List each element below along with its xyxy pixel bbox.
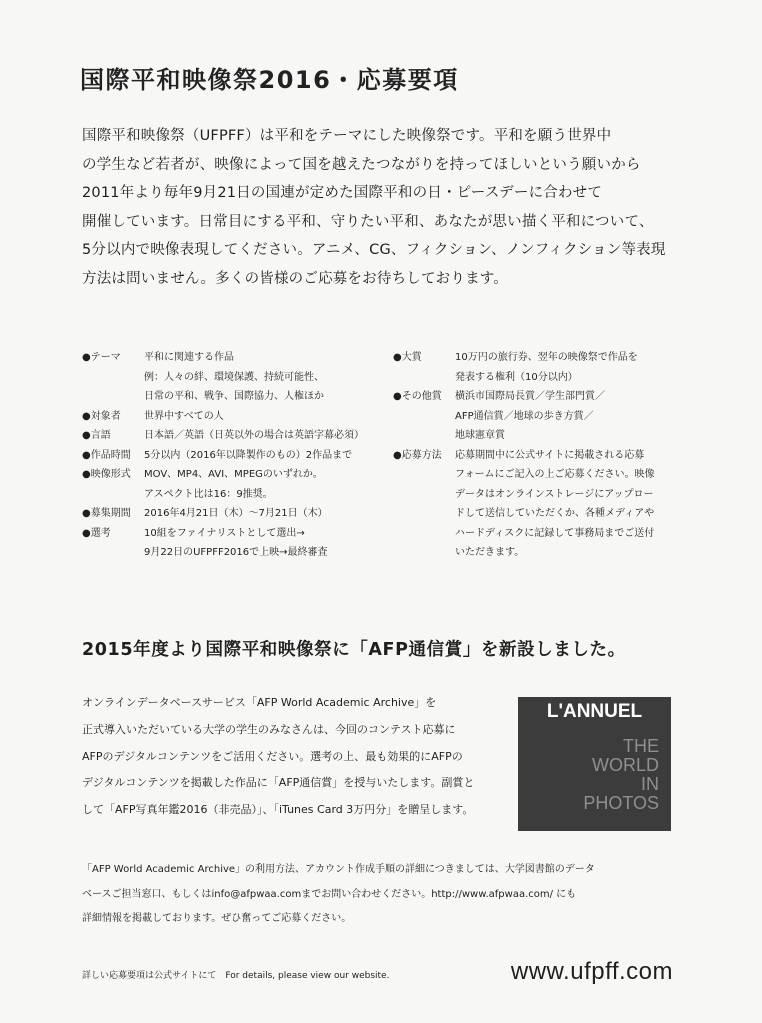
detail-line: 発表する権利（10分以内） — [455, 371, 578, 383]
detail-line: 世界中すべての人 — [144, 410, 224, 422]
detail-line: 日常の平和、戦争、国際協力、人権ほか — [144, 391, 324, 402]
detail-line: ドして送信していただくか、各種メディアや — [455, 508, 655, 519]
note-line: ベースご担当窓口、もしくはinfo@afpwaa.comまでお問い合わせください。http://www.afpwaa.com/ にも — [82, 888, 577, 900]
detail-row-grand-prize — [393, 348, 693, 387]
detail-line: 例：人々の絆、環境保護、持続可能性、 — [144, 371, 324, 383]
book-subtitle — [583, 737, 659, 813]
book-subtitle-line: THE — [623, 736, 659, 756]
footer-details-note: 詳しい応募要項は公式サイトにて For details, please view our website. — [82, 971, 390, 981]
detail-value — [144, 407, 382, 427]
detail-value — [144, 504, 382, 524]
detail-value — [144, 348, 382, 407]
detail-line: 日本語／英語（日英以外の場合は英語字幕必須） — [144, 430, 364, 441]
detail-row-format — [82, 465, 382, 504]
detail-line: 横浜市国際局長賞／学生部門賞／ — [455, 391, 605, 402]
detail-line: いただきます。 — [455, 547, 525, 558]
detail-row-how-to-apply — [393, 446, 693, 563]
intro-line: 方法は問いません。多くの皆様のご応募をお待ちしております。 — [82, 270, 509, 287]
detail-value — [455, 387, 693, 446]
note-line: 詳細情報を掲載しております。ぜひ奮ってご応募ください。 — [82, 913, 352, 924]
detail-value — [455, 446, 693, 563]
detail-key: ●作品時間 — [82, 449, 131, 461]
afp-text-line: 正式導入いただいている大学の学生のみなさんは、今回のコンテスト応募に — [82, 722, 456, 736]
afp-text-line: デジタルコンテンツを掲載した作品に「AFP通信賞」を授与いたします。副賞と — [82, 776, 475, 790]
book-subtitle-line: WORLD — [592, 755, 659, 775]
afp-text-line: して「AFP写真年鑑2016（非売品）」、「iTunes Card 3万円分」を贈呈します。 — [82, 803, 474, 817]
lannuel-book-cover-image — [518, 697, 671, 831]
detail-row-eligibility — [82, 407, 382, 427]
detail-line: アスペクト比は16：9推奨。 — [144, 488, 273, 500]
details-right-column — [393, 348, 693, 563]
website-url: www.ufpff.com — [510, 958, 673, 985]
note-line: 「AFP World Academic Archive」の利用方法、アカウント作成手順の詳細につきましては、大学図書館のデータ — [82, 864, 595, 875]
detail-value — [144, 524, 382, 563]
detail-value — [144, 426, 382, 446]
detail-value — [144, 446, 382, 466]
detail-key: ●応募方法 — [393, 449, 442, 461]
detail-value — [455, 348, 693, 387]
detail-row-period — [82, 504, 382, 524]
detail-line: MOV、MP4、AVI、MPEGのいずれか。 — [144, 469, 323, 480]
detail-row-other-prizes — [393, 387, 693, 446]
detail-key: ●選考 — [82, 527, 111, 539]
detail-key: ●言語 — [82, 430, 111, 441]
detail-line: ハードディスクに記録して事務局までご送付 — [455, 527, 655, 539]
intro-line: 2011年より毎年9月21日の国連が定めた国際平和の日・ピースデーに合わせて — [82, 185, 603, 201]
detail-line: AFP通信賞／地球の歩き方賞／ — [455, 410, 594, 422]
detail-row-duration — [82, 446, 382, 466]
detail-row-language — [82, 426, 382, 446]
detail-row-selection — [82, 524, 382, 563]
detail-line: 9月22日のUFPFF2016で上映→最終審査 — [144, 547, 328, 558]
afp-award-text — [82, 690, 502, 824]
afp-award-heading: 2015年度より国際平和映像祭に「AFP通信賞」を新設しました。 — [82, 640, 626, 660]
detail-value — [144, 465, 382, 504]
detail-key: ●テーマ — [82, 352, 121, 363]
detail-line: フォームにご記入の上ご応募ください。映像 — [455, 469, 655, 480]
detail-line: 応募期間中に公式サイトに掲載される応募 — [455, 449, 645, 461]
detail-key: ●対象者 — [82, 410, 121, 422]
detail-line: 2016年4月21日（木）〜7月21日（木） — [144, 508, 328, 519]
intro-text — [82, 122, 682, 293]
book-subtitle-line: PHOTOS — [583, 793, 659, 813]
details-left-column — [82, 348, 382, 563]
detail-line: 平和に関連する作品 — [144, 352, 234, 363]
detail-line: 地球憲章賞 — [455, 430, 505, 441]
detail-line: 10万円の旅行券、翌年の映像祭で作品を — [455, 352, 638, 363]
detail-key: ●映像形式 — [82, 469, 131, 480]
detail-line: 5分以内（2016年以降製作のもの）2作品まで — [144, 449, 353, 461]
book-title: L'ANNUEL — [546, 701, 643, 722]
book-subtitle-line: IN — [641, 774, 659, 794]
afp-text-line: AFPのデジタルコンテンツをご活用ください。選考の上、最も効果的にAFPの — [82, 749, 463, 763]
afp-usage-note — [82, 858, 682, 932]
intro-line: 5分以内で映像表現してください。アニメ、CG、フィクション、ノンフィクション等表現 — [82, 242, 666, 258]
detail-key: ●募集期間 — [82, 508, 131, 519]
detail-line: 10組をファイナリストとして選出→ — [144, 527, 305, 539]
detail-key: ●大賞 — [393, 352, 422, 363]
detail-line: データはオンラインストレージにアップロー — [455, 488, 654, 500]
intro-line: 国際平和映像祭（UFPFF）は平和をテーマにした映像祭です。平和を願う世界中 — [82, 128, 612, 144]
detail-key: ●その他賞 — [393, 391, 442, 402]
intro-line: の学生など若者が、映像によって国を越えたつながりを持ってほしいという願いから — [82, 156, 641, 173]
page-title: 国際平和映像祭2016・応募要項 — [80, 66, 459, 94]
intro-line: 開催しています。日常目にする平和、守りたい平和、あなたが思い描く平和について、 — [82, 213, 654, 230]
afp-text-line: オンラインデータベースサービス「AFP World Academic Archive」を — [82, 696, 437, 709]
detail-row-theme — [82, 348, 382, 407]
